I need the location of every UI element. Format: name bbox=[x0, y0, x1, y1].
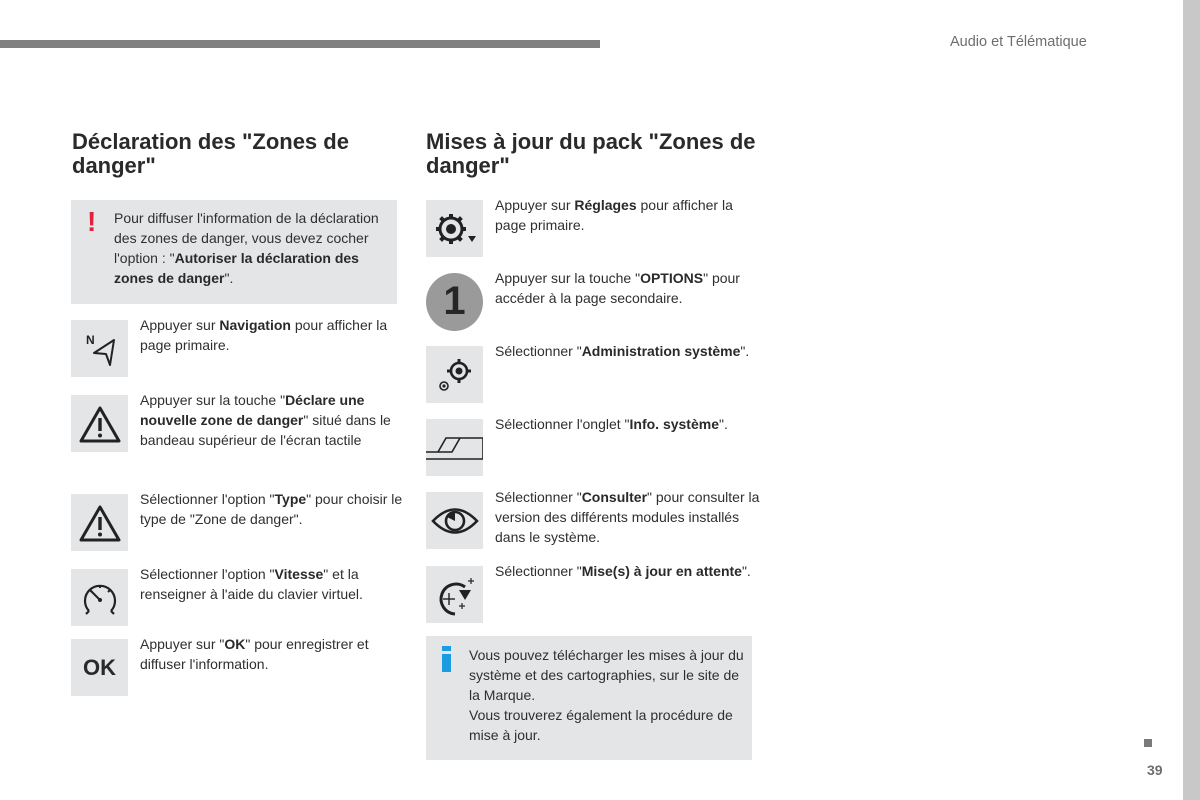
step-text: Sélectionner l'option "Vitesse" et la renseigner à l'aide du clavier virtuel. bbox=[140, 566, 363, 602]
svg-text:N: N bbox=[85, 332, 95, 347]
step-text: Appuyer sur Réglages pour afficher la page primaire. bbox=[495, 197, 733, 233]
navigation-north-arrow-icon bbox=[71, 320, 128, 377]
left-section-title: Déclaration des "Zones de danger" bbox=[72, 129, 349, 178]
system-gears-icon bbox=[426, 346, 483, 403]
warning-triangle-icon bbox=[71, 395, 128, 452]
warning-note-text: Pour diffuser l'information de la déclaration des zones de danger, vous devez cocher l'option : "Autoriser la déclaration des zones de danger". bbox=[114, 210, 379, 286]
right-section-title: Mises à jour du pack "Zones de danger" bbox=[426, 129, 756, 178]
settings-gear-dropdown-icon bbox=[426, 200, 483, 257]
eye-icon bbox=[426, 492, 483, 549]
info-note-text: Vous pouvez télécharger les mises à jour du système et des cartographies, sur le site de la Marque. Vous trouverez également la procédure de mise à jour. bbox=[469, 647, 744, 743]
page-edge-tab bbox=[1183, 0, 1200, 800]
warning-note bbox=[71, 200, 397, 304]
step-text: Appuyer sur la touche "Déclare une nouvelle zone de danger" situé dans le bandeau supérieur de l'écran tactile bbox=[140, 392, 391, 448]
step-text: Appuyer sur Navigation pour afficher la page primaire. bbox=[140, 317, 388, 353]
number-one-circle-icon: 1 bbox=[426, 273, 483, 330]
section-name: Audio et Télématique bbox=[950, 34, 1087, 50]
ok-icon: OK bbox=[71, 639, 128, 696]
step-text: Appuyer sur la touche "OPTIONS" pour accéder à la page secondaire. bbox=[495, 270, 740, 306]
step-text: Sélectionner "Administration système". bbox=[495, 343, 750, 359]
step-text: Sélectionner l'option "Type" pour choisir le type de "Zone de danger". bbox=[140, 491, 403, 527]
end-marker bbox=[1144, 739, 1152, 747]
tab-icon bbox=[426, 419, 483, 476]
page-number: 39 bbox=[1147, 762, 1163, 778]
exclamation-icon: ! bbox=[87, 206, 97, 237]
info-note bbox=[426, 636, 752, 760]
step-text: Sélectionner "Mise(s) à jour en attente". bbox=[495, 563, 751, 579]
info-icon bbox=[442, 646, 451, 679]
header-rule bbox=[0, 40, 600, 48]
warning-triangle-icon bbox=[71, 494, 128, 551]
speedometer-icon bbox=[71, 569, 128, 626]
pending-update-icon bbox=[426, 566, 483, 623]
step-text: Sélectionner l'onglet "Info. système". bbox=[495, 416, 728, 432]
step-text: Appuyer sur "OK" pour enregistrer et diffuser l'information. bbox=[140, 636, 369, 672]
step-text: Sélectionner "Consulter" pour consulter la version des différents modules installés dans le système. bbox=[495, 489, 760, 545]
